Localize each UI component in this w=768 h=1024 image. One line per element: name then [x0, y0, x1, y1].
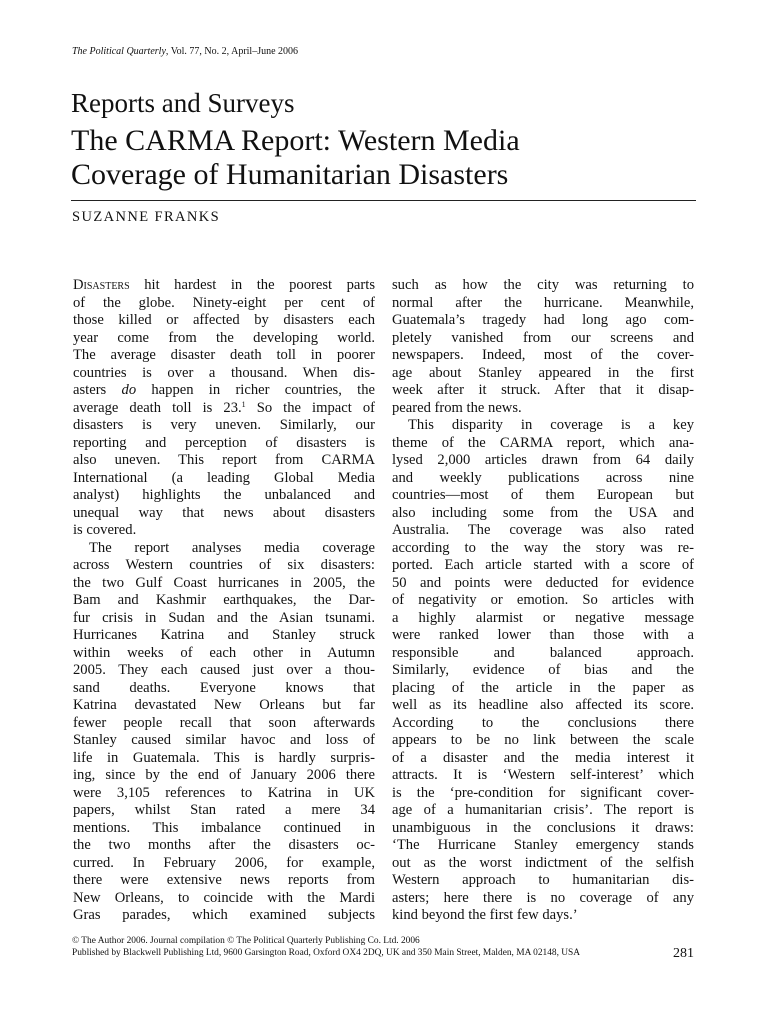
- text-line: [73, 400, 375, 418]
- body-column-left: [73, 277, 375, 925]
- text-line: [392, 365, 694, 383]
- text-line: [73, 277, 375, 295]
- text-run: Western approach to humanitarian dis-: [392, 872, 694, 888]
- text-run: ported. Each article started with a score of: [392, 557, 694, 573]
- text-run: across Western countries of six disasters:: [73, 557, 375, 573]
- text-run: peared from the news.: [392, 399, 522, 416]
- text-run: those killed or affected by disasters each: [73, 312, 375, 328]
- text-line: [392, 522, 694, 540]
- text-line: [73, 890, 375, 908]
- copyright-notice: © The Author 2006. Journal compilation © The Political Quarterly Publishing Co. Ltd. 2006: [72, 936, 420, 946]
- text-run: pletely vanished from our screens and: [392, 329, 694, 346]
- text-run: according to the way the story was re-: [392, 539, 694, 556]
- text-line: [392, 312, 694, 330]
- text-line: [392, 347, 694, 365]
- text-run: unambiguous in the conclusions it draws:: [392, 819, 694, 836]
- text-run: do: [121, 382, 137, 398]
- text-run: Katrina devastated New Orleans but far: [73, 697, 375, 713]
- text-run: happen in richer countries, the: [136, 382, 375, 398]
- text-line: [73, 715, 375, 733]
- text-run: lysed 2,000 articles drawn from 64 daily: [392, 452, 694, 468]
- text-run: normal after the hurricane. Meanwhile,: [392, 294, 694, 311]
- text-run: disasters is very uneven. Similarly, our: [73, 417, 375, 433]
- text-line: [73, 820, 375, 838]
- text-line: [73, 312, 375, 330]
- text-line: [73, 557, 375, 575]
- text-line: [392, 470, 694, 488]
- text-line: [392, 382, 694, 400]
- text-line: [392, 855, 694, 873]
- text-line: [392, 767, 694, 785]
- text-run: analyst) highlights the unbalanced and: [73, 487, 375, 503]
- text-run: Bam and Kashmir earthquakes, the Dar-: [73, 592, 375, 608]
- text-line: [392, 907, 694, 925]
- text-run: countries is over a thousand. When dis-: [73, 364, 375, 381]
- text-line: [73, 592, 375, 610]
- text-line: [73, 697, 375, 715]
- text-run: the two months after the disasters oc-: [73, 837, 375, 853]
- text-line: [392, 750, 694, 768]
- text-line: [73, 382, 375, 400]
- text-run: sand deaths. Everyone knows that: [73, 679, 375, 696]
- text-run: year come from the developing world.: [73, 329, 375, 346]
- text-run: were 3,105 references to Katrina in UK: [73, 784, 375, 801]
- text-line: [73, 487, 375, 505]
- text-line: [392, 837, 694, 855]
- text-run: of the globe. Ninety-eight per cent of: [73, 294, 375, 311]
- text-run: Gras parades, which examined subjects: [73, 907, 375, 923]
- text-line: [392, 610, 694, 628]
- text-run: Similarly, evidence of bias and the: [392, 662, 694, 678]
- author-name: SUZANNE FRANKS: [72, 209, 221, 225]
- text-line: [392, 785, 694, 803]
- text-run: out as the worst indictment of the selfish: [392, 854, 694, 871]
- text-run: is the ‘pre-condition for significant cover-: [392, 784, 694, 801]
- text-line: [392, 487, 694, 505]
- text-run: the two Gulf Coast hurricanes in 2005, the: [73, 574, 375, 591]
- text-line: [73, 627, 375, 645]
- text-run: reporting and perception of disasters is: [73, 434, 375, 451]
- title-divider: [71, 200, 696, 201]
- body-column-right: [392, 277, 694, 925]
- journal-details: , Vol. 77, No. 2, April–June 2006: [165, 46, 299, 57]
- page-footer: [72, 935, 702, 959]
- article-title: [71, 124, 711, 192]
- text-run: of a disaster and the media interest it: [392, 749, 694, 766]
- text-line: [392, 592, 694, 610]
- text-run: countries—most of them European but: [392, 487, 694, 503]
- article-title-line: Coverage of Humanitarian Disasters: [71, 158, 509, 191]
- text-run: asters; here there is no coverage of any: [392, 889, 694, 906]
- text-run: also uneven. This report from CARMA: [73, 452, 375, 468]
- text-run: 2005. They each caused just over a thou-: [73, 662, 375, 678]
- text-run: week after it struck. After that it disap-: [392, 382, 694, 398]
- text-run: New Orleans, to coincide with the Mardi: [73, 889, 375, 906]
- text-line: [73, 680, 375, 698]
- text-line: [73, 662, 375, 680]
- text-line: [392, 452, 694, 470]
- text-run: of negativity or emotion. So articles with: [392, 592, 694, 608]
- text-line: [73, 435, 375, 453]
- text-run: fewer people recall that soon afterwards: [73, 714, 375, 731]
- text-line: [392, 417, 694, 435]
- text-run: were ranked lower than those with a: [392, 627, 694, 643]
- text-line: [392, 557, 694, 575]
- page-number: 281: [673, 946, 694, 961]
- text-run: mentions. This imbalance continued in: [73, 819, 375, 836]
- text-run: International (a leading Global Media: [73, 469, 375, 486]
- text-run: unequal way that news about disasters: [73, 504, 375, 521]
- text-line: [392, 662, 694, 680]
- publisher-notice: Published by Blackwell Publishing Ltd, 9600 Garsington Road, Oxford OX4 2DQ, UK and 350 Main Street, Malden, MA 02148, USA: [72, 948, 581, 958]
- text-run: Australia. The coverage was also rated: [392, 522, 694, 538]
- text-run: theme of the CARMA report, which ana-: [392, 434, 694, 451]
- text-line: [73, 522, 375, 540]
- text-line: [392, 732, 694, 750]
- text-line: [392, 435, 694, 453]
- text-line: [392, 697, 694, 715]
- text-run: a highly alarmist or negative message: [392, 609, 694, 626]
- text-line: [73, 645, 375, 663]
- text-run: papers, whilst Stan rated a mere 34: [73, 802, 375, 818]
- text-line: [73, 855, 375, 873]
- text-run: and weekly publications across nine: [392, 469, 694, 486]
- text-run: curred. In February 2006, for example,: [73, 854, 375, 871]
- text-run: Guatemala’s tragedy had long ago com-: [392, 312, 694, 328]
- text-line: [73, 365, 375, 383]
- text-line: [73, 540, 375, 558]
- text-run: Disasters: [73, 277, 130, 293]
- article-title-line: The CARMA Report: Western Media: [71, 124, 520, 157]
- text-run: Hurricanes Katrina and Stanley struck: [73, 627, 375, 643]
- section-label: Reports and Surveys: [71, 88, 295, 118]
- text-line: [392, 400, 694, 418]
- text-line: [73, 505, 375, 523]
- text-line: [392, 295, 694, 313]
- text-line: [392, 890, 694, 908]
- text-run: is covered.: [73, 522, 137, 538]
- text-line: [73, 575, 375, 593]
- text-line: [73, 785, 375, 803]
- text-line: [73, 417, 375, 435]
- text-line: [392, 872, 694, 890]
- text-line: [392, 330, 694, 348]
- text-run: This disparity in coverage is a key: [408, 417, 694, 433]
- text-run: such as how the city was returning to: [392, 277, 694, 293]
- text-run: attracts. It is ‘Western self-interest’ which: [392, 767, 694, 783]
- text-run: newspapers. Indeed, most of the cover-: [392, 347, 694, 363]
- text-run: appears to be no link between the scale: [392, 732, 694, 748]
- text-run: So the impact of: [245, 399, 375, 416]
- text-run: Stanley caused similar havoc and loss of: [73, 732, 375, 748]
- text-run: life in Guatemala. This is hardly surpris-: [73, 749, 375, 766]
- text-line: [73, 802, 375, 820]
- text-line: [392, 575, 694, 593]
- text-run: responsible and balanced approach.: [392, 644, 694, 661]
- text-line: [73, 295, 375, 313]
- text-line: [73, 347, 375, 365]
- text-run: The average disaster death toll in poorer: [73, 347, 375, 363]
- text-run: well as its headline also affected its score.: [392, 697, 694, 713]
- text-run: kind beyond the first few days.’: [392, 907, 578, 923]
- text-line: [73, 452, 375, 470]
- text-run: age of a humanitarian crisis’. The report is: [392, 802, 694, 818]
- text-run: ‘The Hurricane Stanley emergency stands: [392, 837, 694, 853]
- journal-name: The Political Quarterly: [72, 46, 166, 57]
- text-run: also including some from the USA and: [392, 504, 694, 521]
- text-line: [73, 767, 375, 785]
- journal-citation: [72, 46, 298, 57]
- text-line: [73, 732, 375, 750]
- text-line: [73, 750, 375, 768]
- text-run: hit hardest in the poorest parts: [129, 277, 375, 293]
- text-line: [73, 872, 375, 890]
- text-run: within weeks of each other in Autumn: [73, 644, 375, 661]
- text-run: The report analyses media coverage: [89, 539, 375, 556]
- text-line: [392, 645, 694, 663]
- text-run: 50 and points were deducted for evidence: [392, 574, 694, 591]
- text-line: [392, 505, 694, 523]
- text-run: age about Stanley appeared in the first: [392, 364, 694, 381]
- text-run: placing of the article in the paper as: [392, 679, 694, 696]
- text-line: [392, 680, 694, 698]
- text-line: [392, 802, 694, 820]
- text-line: [392, 715, 694, 733]
- text-line: [392, 540, 694, 558]
- text-run: ing, since by the end of January 2006 there: [73, 767, 375, 783]
- text-line: [392, 277, 694, 295]
- text-line: [73, 837, 375, 855]
- footnote-ref: 1: [241, 399, 246, 409]
- text-run: average death toll is 23.: [73, 399, 242, 416]
- text-run: asters: [73, 382, 122, 398]
- text-line: [73, 330, 375, 348]
- text-line: [73, 610, 375, 628]
- text-line: [73, 470, 375, 488]
- text-run: According to the conclusions there: [392, 714, 694, 731]
- text-line: [392, 820, 694, 838]
- text-run: fur crisis in Sudan and the Asian tsunami.: [73, 609, 375, 626]
- text-line: [73, 907, 375, 925]
- text-run: there were extensive news reports from: [73, 872, 375, 888]
- text-line: [392, 627, 694, 645]
